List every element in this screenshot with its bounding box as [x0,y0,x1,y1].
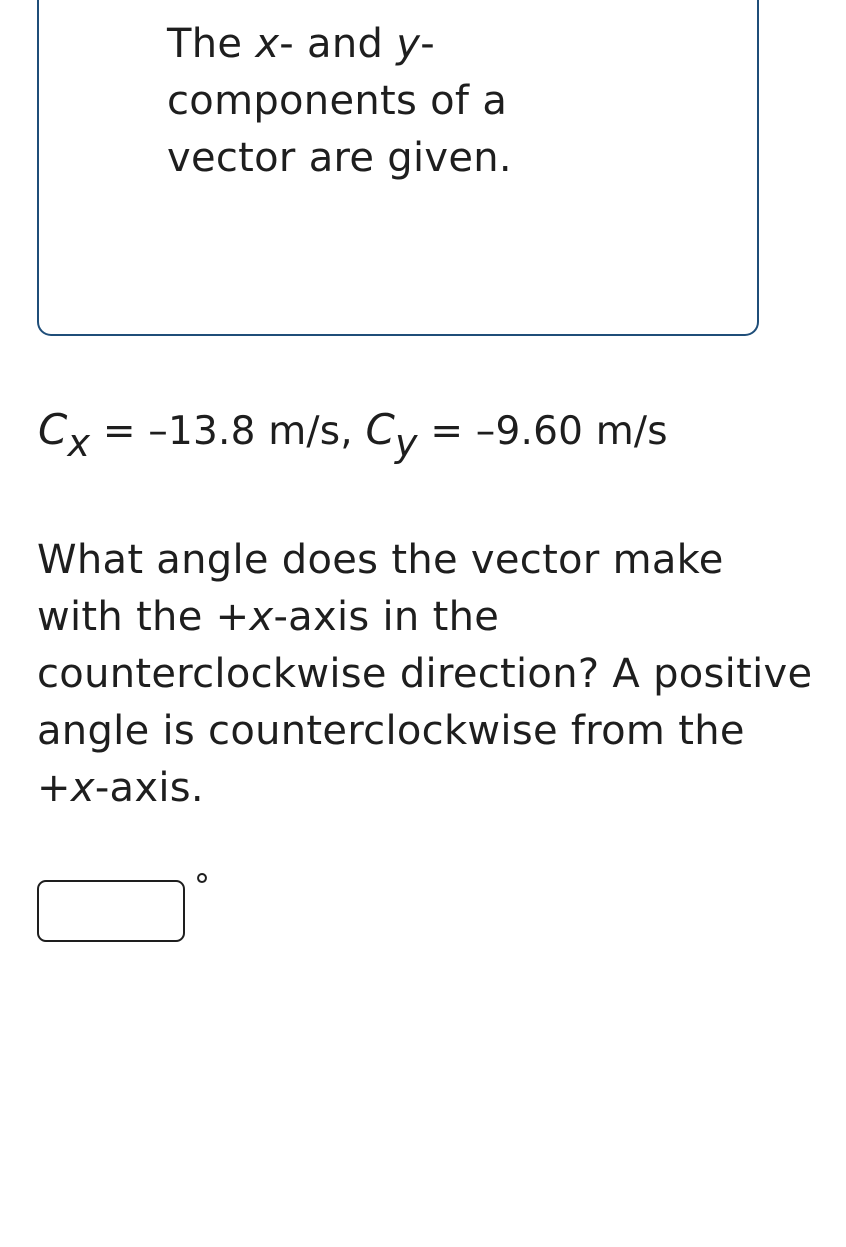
question-text-part: -axis in the counterclockwise direction? A positive angle is counterclockwise from the + [37,594,813,811]
angle-answer-input[interactable] [37,880,185,942]
prompt-text-part: - and [279,21,397,67]
question-text-part: -axis. [94,765,204,811]
prompt-text-part: The [167,21,256,67]
prompt-box [37,0,759,336]
given-components [38,400,668,465]
cy-value: = –9.60 m/s [417,409,668,454]
y-variable: y [396,21,421,67]
degree-unit: ° [194,867,210,905]
prompt-text [167,16,527,187]
cx-subscript: x [67,421,91,465]
question-text [37,532,817,817]
question-text-part: What angle does the vector make with the + [37,537,724,640]
x-variable: x [249,594,274,640]
cy-symbol: C [365,405,396,454]
x-variable: x [255,21,280,67]
cx-symbol: C [38,405,68,454]
cy-subscript: y [395,421,418,465]
x-variable: x [70,765,95,811]
cx-value: = –13.8 m/s, [90,409,366,454]
prompt-text-part: -components of a vector are given. [167,21,512,181]
